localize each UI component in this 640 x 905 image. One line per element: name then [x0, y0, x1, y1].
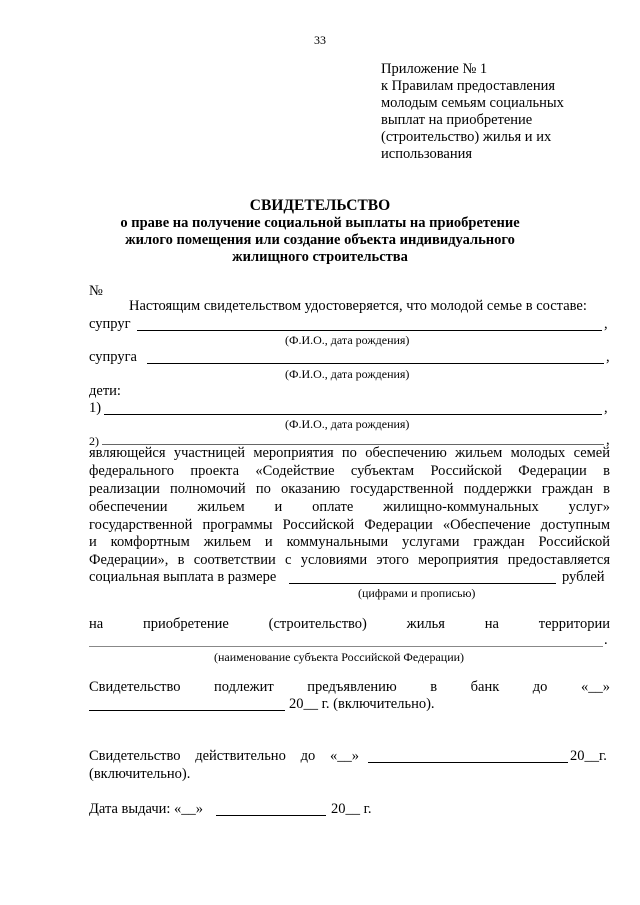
territory-word: жилья — [406, 616, 445, 632]
appendix-block — [381, 61, 611, 163]
spouse-male-label: супруг — [89, 316, 131, 332]
bank-word: до — [532, 679, 548, 695]
appendix-line: Приложение № 1 — [381, 61, 488, 77]
territory-word: (строительство) — [268, 616, 367, 632]
valid-date-fill-line[interactable] — [368, 762, 568, 763]
territory-word: приобретение — [143, 616, 229, 632]
number-label: № — [89, 283, 103, 299]
bank-row — [89, 679, 610, 696]
territory-fill-line[interactable] — [89, 646, 603, 647]
period: . — [604, 632, 608, 648]
territory-word: на — [484, 616, 499, 632]
valid-row — [89, 748, 359, 765]
issue-year: 20__ г. — [331, 801, 372, 817]
issue-label: Дата выдачи: «__» — [89, 801, 204, 817]
document-subtitle: о праве на получение социальной выплаты на приобретение жилого помещения или создание объекта индивидуального жилищного строительства — [120, 215, 520, 265]
bank-year: 20__ г. (включительно). — [289, 696, 435, 712]
bank-word: «__» — [580, 679, 610, 695]
bank-word: предъявлению — [307, 679, 397, 695]
child-1-fill-line[interactable] — [104, 414, 602, 415]
territory-word: территории — [538, 616, 610, 632]
comma: , — [606, 349, 610, 365]
bank-date-fill-line[interactable] — [89, 710, 285, 711]
fio-caption: (Ф.И.О., дата рождения) — [285, 367, 410, 381]
amount-label: социальная выплата в размере — [89, 569, 277, 585]
children-label: дети: — [89, 383, 121, 399]
appendix-line: молодым семьям социальных — [381, 95, 564, 111]
valid-word: Свидетельство — [89, 748, 181, 764]
issue-date-fill-line[interactable] — [216, 815, 326, 816]
appendix-line: к Правилам предоставления — [381, 78, 556, 94]
bank-word: в — [430, 679, 438, 695]
appendix-line: использования — [381, 146, 473, 162]
valid-suffix: (включительно). — [89, 766, 191, 782]
bank-word: подлежит — [214, 679, 274, 695]
comma: , — [606, 432, 610, 448]
bank-word: банк — [470, 679, 500, 695]
body-line: обеспечении жильем и оплате жилищно-коммунальных услуг» — [89, 499, 610, 515]
valid-word: действительно — [195, 748, 286, 764]
territory-word: на — [89, 616, 104, 632]
document-title: СВИДЕТЕЛЬСТВО — [249, 197, 391, 214]
valid-year: 20__г. — [570, 748, 607, 764]
fio-caption: (Ф.И.О., дата рождения) — [285, 333, 410, 347]
territory-row — [89, 616, 610, 633]
body-line: и комфортным жильем и коммунальными услугами граждан Российской — [89, 534, 610, 550]
page-number: 33 — [314, 33, 326, 47]
body-line: государственной программы Российской Федерации «Обеспечение доступным — [89, 517, 610, 533]
body-line: федерального проекта «Содействие субъектам Российской Федерации в — [89, 463, 610, 479]
amount-fill-line[interactable] — [289, 583, 556, 584]
spouse-female-label: супруга — [89, 349, 137, 365]
body-line: являющейся участницей мероприятия по обеспечению жильем молодых семей — [89, 445, 610, 461]
body-line: Федерации», в соответствии с условиями этого мероприятия предоставляется — [89, 552, 610, 568]
currency-label: рублей — [562, 569, 605, 585]
body-line: реализации полномочий по оказанию государственной поддержки граждан в — [89, 481, 610, 497]
spouse-female-fill-line[interactable] — [147, 363, 604, 364]
amount-caption: (цифрами и прописью) — [358, 586, 476, 600]
comma: , — [604, 316, 608, 332]
appendix-line: выплат на приобретение — [381, 112, 533, 128]
intro-text: Настоящим свидетельством удостоверяется, что молодой семье в составе: — [129, 298, 587, 314]
bank-word: Свидетельство — [89, 679, 181, 695]
spouse-male-fill-line[interactable] — [137, 330, 602, 331]
child-2-label: 2) — [89, 434, 99, 448]
comma: , — [604, 400, 608, 416]
valid-word: «__» — [329, 748, 359, 764]
appendix-line: (строительство) жилья и их — [381, 129, 552, 145]
valid-word: до — [300, 748, 316, 764]
child-1-label: 1) — [89, 400, 102, 416]
territory-caption: (наименование субъекта Российской Федерации) — [214, 650, 465, 664]
fio-caption: (Ф.И.О., дата рождения) — [285, 417, 410, 431]
